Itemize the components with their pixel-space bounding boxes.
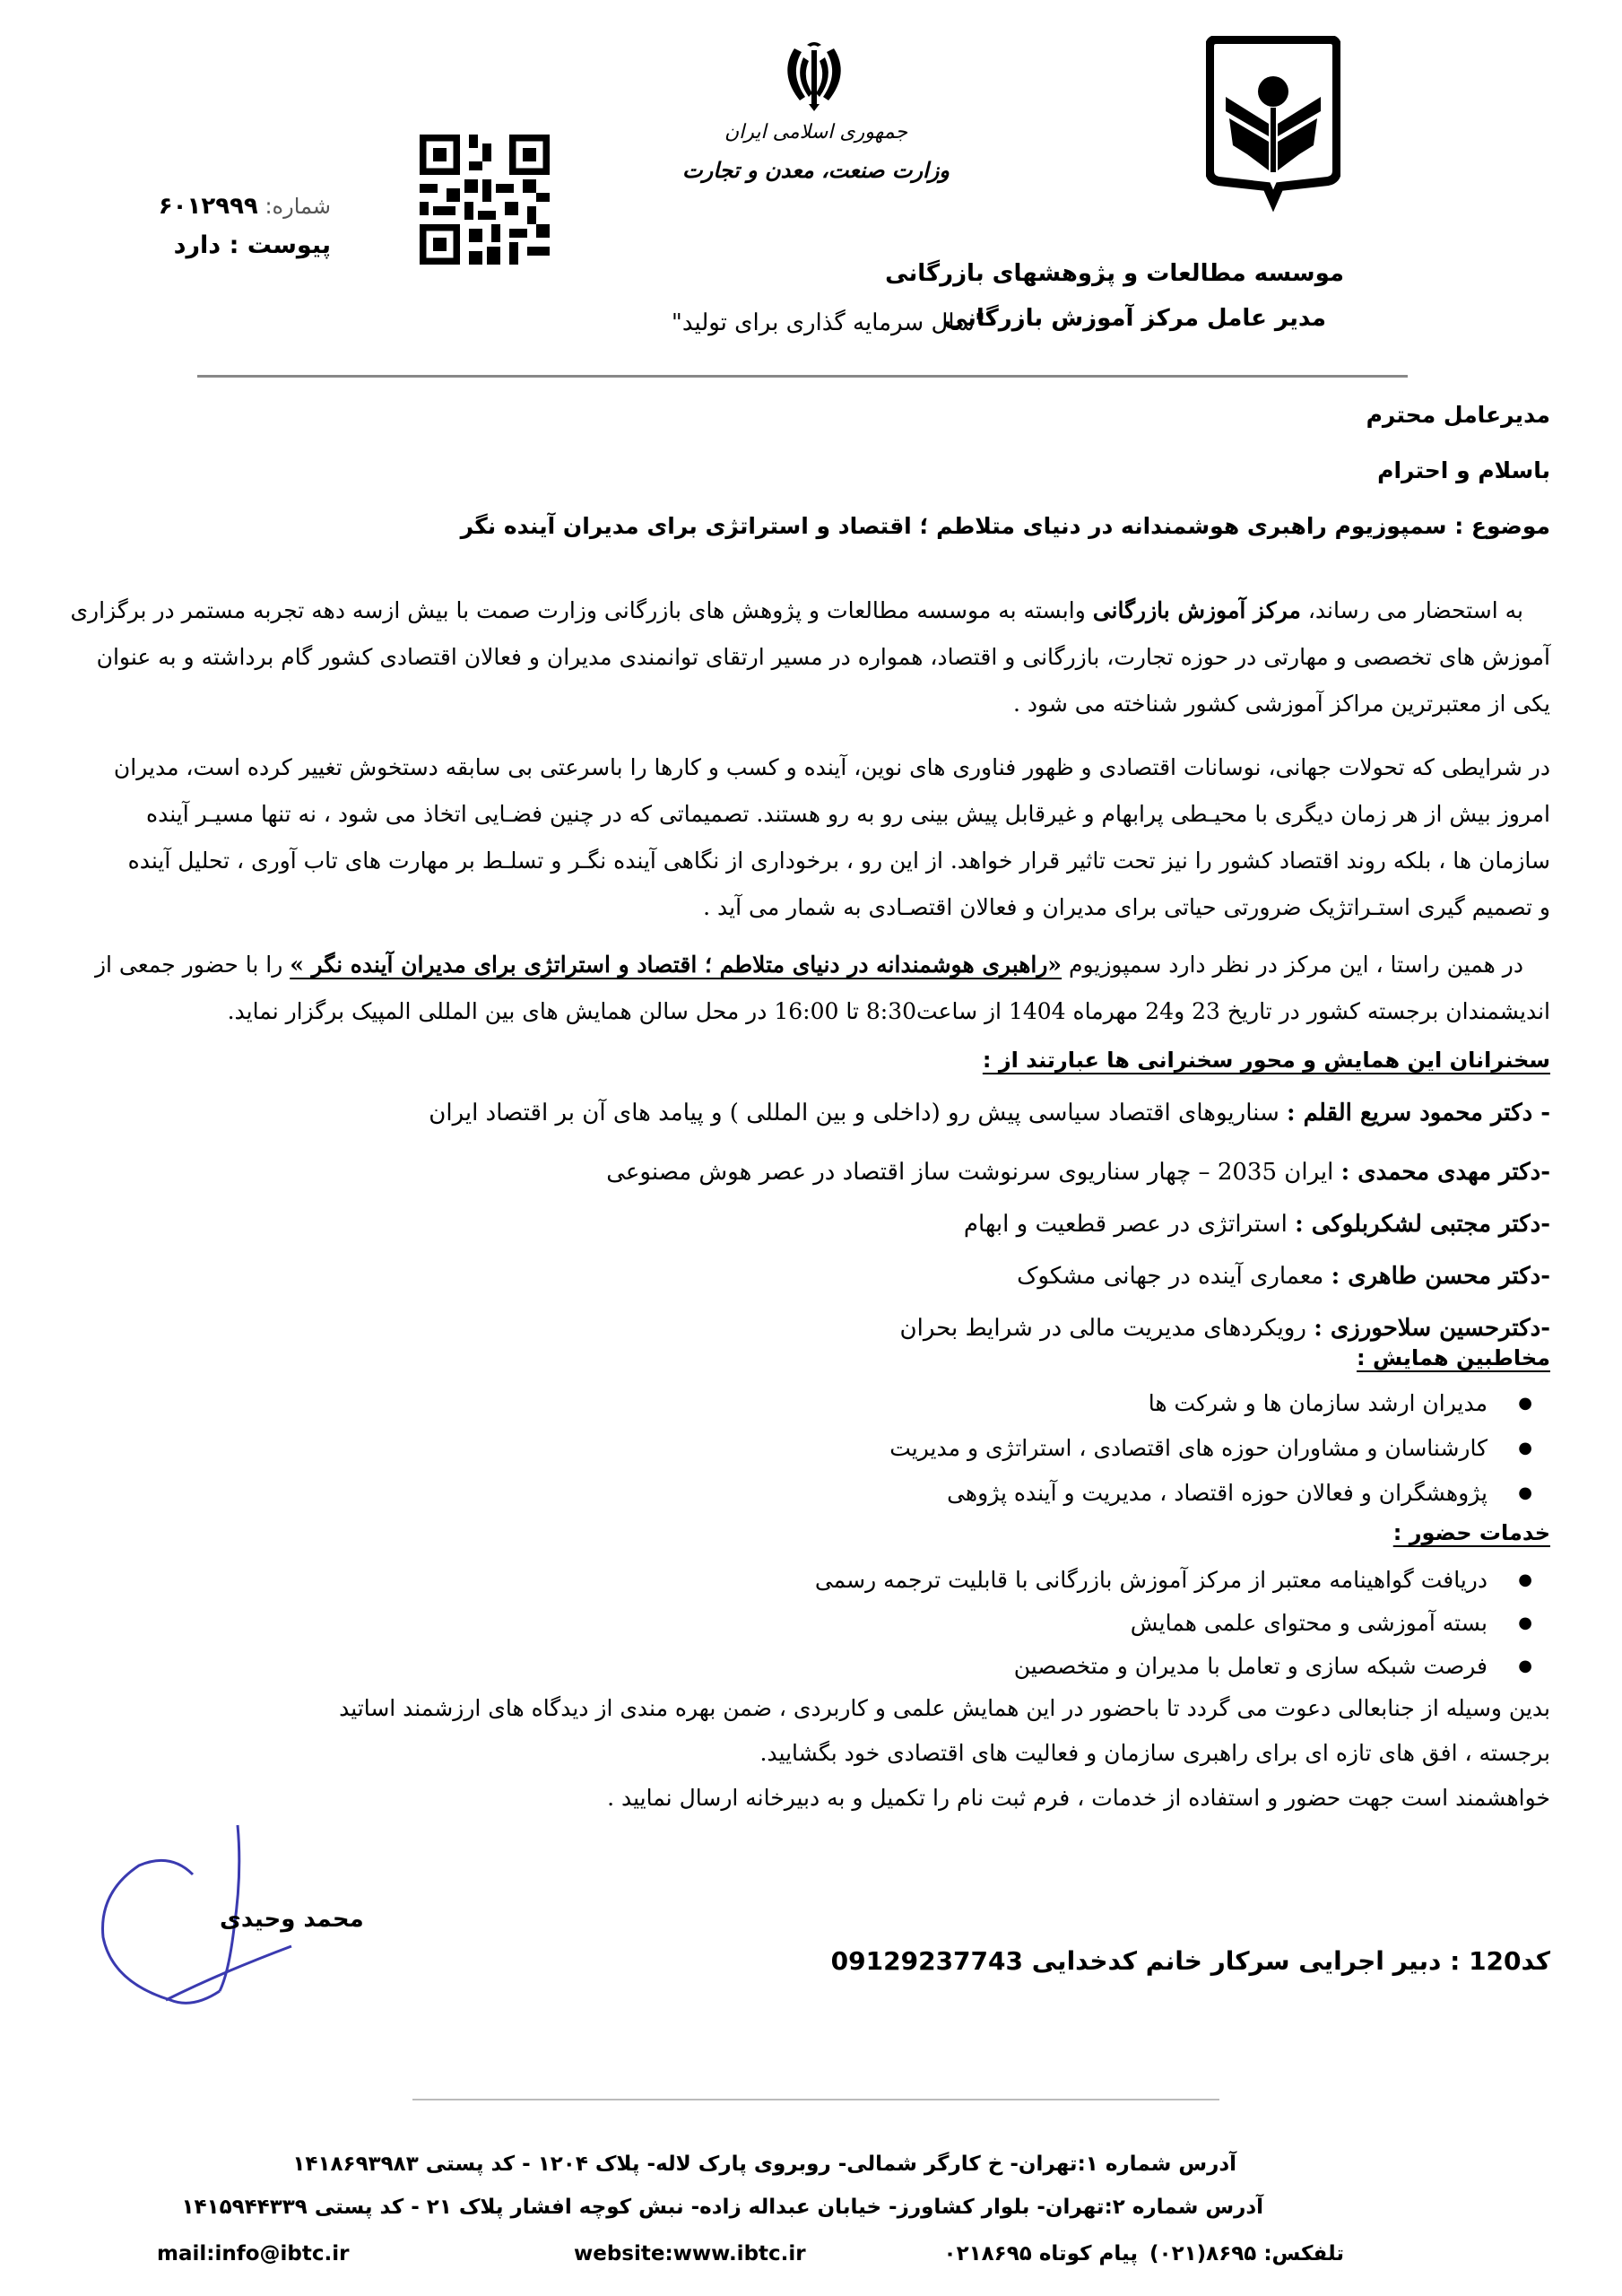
paragraph-context-line: سازمان ها ، بلکه روند اقتصاد کشور را نیز تحت تاثیر قرار خواهد. از این رو ، برخوداری از نگاهی آینده نگـر و تسلـط بر مهارت های تاب آوری ، تحلیل آینده	[127, 848, 1550, 874]
audience-item: ● پژوهشگران و فعالان حوزه اقتصاد ، مدیریت و آینده پژوهی	[889, 1471, 1550, 1516]
event-intro-rest: را با حضور جمعی از	[94, 952, 291, 978]
subject: موضوع : سمپوزیوم راهبری هوشمندانه در دنیای متلاطم ؛ اقتصاد و استراتژی برای مدیران آینده نگر	[460, 513, 1550, 539]
speakers-list	[429, 1087, 1550, 1354]
paragraph-intro-line3: یکی از معتبرترین مراکز آموزشی کشور شناخته می شود .	[1012, 691, 1550, 717]
website-link[interactable]: website:www.ibtc.ir	[574, 2242, 806, 2266]
letter-number-label: شماره:	[265, 194, 331, 219]
ministry-title: وزارت صنعت، معدن و تجارت	[682, 157, 950, 183]
speaker-item	[429, 1198, 1550, 1250]
header-divider	[197, 375, 1408, 378]
year-slogan: "سال سرمایه گذاری برای تولید"	[671, 309, 985, 336]
speaker-topic: ایران 2035 – چهار سناریوی سرنوشت ساز اقتصاد در عصر هوش مصنوعی	[606, 1159, 1341, 1186]
qr-code-icon	[420, 135, 550, 265]
service-item: ● دریافت گواهینامه معتبر از مرکز آموزش بازرگانی با قابلیت ترجمه رسمی	[815, 1559, 1550, 1602]
audience-list	[889, 1381, 1550, 1516]
letter-number	[159, 193, 331, 220]
contact-line: کد120 : دبیر اجرایی سرکار خانم کدخدایی 09129237743	[830, 1946, 1550, 1976]
speaker-name: -دکترحسین سلاحورزی :	[1314, 1315, 1550, 1342]
audience-item: ● کارشناسان و مشاوران حوزه های اقتصادی ، استراتژی و مدیریت	[889, 1426, 1550, 1471]
speaker-name: -دکتر مهدی محمدی :	[1340, 1159, 1550, 1186]
org-title: موسسه مطالعات و پژوهشهای بازرگانی	[885, 260, 1344, 287]
iran-emblem-icon	[778, 38, 850, 114]
services-heading: خدمات حضور :	[1392, 1520, 1550, 1545]
service-item: ● فرصت شبکه سازی و تعامل با مدیران و متخصصین	[815, 1645, 1550, 1688]
paragraph-event	[71, 942, 1550, 1035]
speaker-item	[429, 1146, 1550, 1198]
audience-item: ● مدیران ارشد سازمان ها و شرکت ها	[889, 1381, 1550, 1426]
closing-line: خواهشمند است جهت حضور و استفاده از خدمات ، فرم ثبت نام را تکمیل و به دبیرخانه ارسال نمایید .	[607, 1785, 1550, 1811]
greeting: باسلام و احترام	[1377, 457, 1550, 483]
paragraph-intro	[71, 587, 1550, 727]
paragraph-context	[71, 744, 1550, 931]
speaker-name: -دکتر محسن طاهری :	[1331, 1263, 1550, 1290]
speaker-topic: رویکردهای مدیریت مالی در شرایط بحران	[899, 1315, 1314, 1342]
institute-logo-icon	[1206, 36, 1340, 215]
services-list	[815, 1559, 1550, 1688]
qr-code[interactable]	[420, 135, 550, 265]
recipient: مدیرعامل محترم	[1366, 402, 1550, 428]
paragraph-context-line: در شرایطی که تحولات جهانی، نوسانات اقتصادی و ظهور فناوری های نوین، آینده و کسب و کارها را باسرعتی بی سابقه دستخوش تغییر کرده است، مدیران	[113, 754, 1550, 780]
institute-logo	[1206, 36, 1340, 215]
speaker-topic: استراتژی در عصر قطعیت و ابهام	[963, 1211, 1296, 1238]
center-name: مرکز آموزش بازرگانی	[1092, 597, 1301, 623]
service-item: ● بسته آموزشی و محتوای علمی همایش	[815, 1602, 1550, 1645]
speaker-name: -دکتر مجتبی لشکربلوکی :	[1295, 1211, 1550, 1238]
signatory-name: محمد وحیدی	[220, 1906, 364, 1933]
footer-divider	[412, 2099, 1219, 2100]
letter-number-value: ۶۰۱۲۹۹۹	[158, 193, 258, 220]
paragraph-intro-line1	[71, 587, 1550, 634]
speaker-item	[429, 1087, 1550, 1139]
email-link[interactable]: mail:info@ibtc.ir	[157, 2242, 350, 2266]
sms-number: پیام کوتاه ۰۲۱۸۶۹۵	[943, 2242, 1138, 2266]
closing-line: بدین وسیله از جنابعالی دعوت می گردد تا باحضور در این همایش علمی و کاربردی ، ضمن بهره مندی از دیدگاه های ارزشمند اساتید	[339, 1695, 1550, 1721]
intro-rest: وابسته به موسسه مطالعات و پژوهش های بازرگانی وزارت صمت با بیش ازسه دهه تجربه مستمر در برگزاری	[70, 597, 1093, 623]
speaker-item	[429, 1250, 1550, 1302]
paragraph-intro-line2: آموزش های تخصصی و مهارتی در حوزه تجارت، بازرگانی و اقتصاد، همواره در مسیر ارتقای توانمندی مدیران و فعالان اقتصادی کشور گام برداشته و به عنوان	[96, 644, 1550, 670]
iran-emblem	[778, 38, 850, 114]
event-intro: در همین راستا ، این مرکز در نظر دارد سمپوزیوم	[1062, 952, 1523, 978]
paragraph-event-line1	[71, 942, 1550, 988]
speaker-topic: سناریوهای اقتصاد سیاسی پیش رو (داخلی و بین المللی ) و پیامد های آن بر اقتصاد ایران	[429, 1100, 1288, 1126]
phone-fax: تلفکس: ۸۶۹۵(۰۲۱)	[1149, 2242, 1344, 2266]
attachment-status: پیوست : دارد	[173, 231, 331, 259]
org-subtitle: مدیر عامل مرکز آموزش بازرگانی	[943, 305, 1326, 332]
closing-paragraph	[339, 1686, 1550, 1821]
speaker-topic: معماری آینده در جهانی مشکوک	[1017, 1263, 1331, 1290]
gov-title: جمهوری اسلامی ایران	[724, 121, 908, 144]
paragraph-context-line: امروز بیش از هر زمان دیگری با محیـطی پرابهام و غیرقابل پیش بینی رو به رو هستند. تصمیماتی که در چنین فضـایی اتخاذ می شود ، نه تنها مسیـر آینده	[146, 801, 1550, 827]
closing-line: برجسته ، افق های تازه ای برای راهبری سازمان و فعالیت های اقتصادی خود بگشایید.	[759, 1740, 1550, 1766]
audience-heading: مخاطبین همایش :	[1357, 1345, 1550, 1370]
intro-text: به استحضار می رساند،	[1300, 597, 1523, 623]
event-title: «راهبری هوشمندانه در دنیای متلاطم ؛ اقتصاد و استراتژی برای مدیران آینده نگر »	[290, 952, 1063, 978]
paragraph-event-line2: اندیشمندان برجسته کشور در تاریخ 23 و24 مهرماه 1404 از ساعت8:30 تا 16:00 در محل سالن همایش های بین المللی المپیک برگزار نماید.	[227, 998, 1550, 1024]
paragraph-context-line: و تصمیم گیری استـراتژیک ضرورتی حیاتی برای مدیران و فعالان اقتصـادی به شمار می آید .	[703, 894, 1550, 920]
speakers-heading: سخنرانان این همایش و محور سخنرانی ها عبارتند از :	[982, 1048, 1550, 1073]
address-1: آدرس شماره ۱:تهران- خ کارگر شمالی- روبروی پارک لاله- پلاک ۱۲۰۴ - کد پستی ۱۴۱۸۶۹۳۹۸۳	[292, 2152, 1236, 2176]
address-2: آدرس شماره ۲:تهران- بلوار کشاورز- خیابان عبداله زاده- نبش کوچه افشار پلاک ۲۱ - کد پستی ۱۴۱۵۹۴۴۳۳۹	[181, 2196, 1263, 2219]
speaker-name: - دکتر محمود سریع القلم :	[1287, 1100, 1550, 1126]
